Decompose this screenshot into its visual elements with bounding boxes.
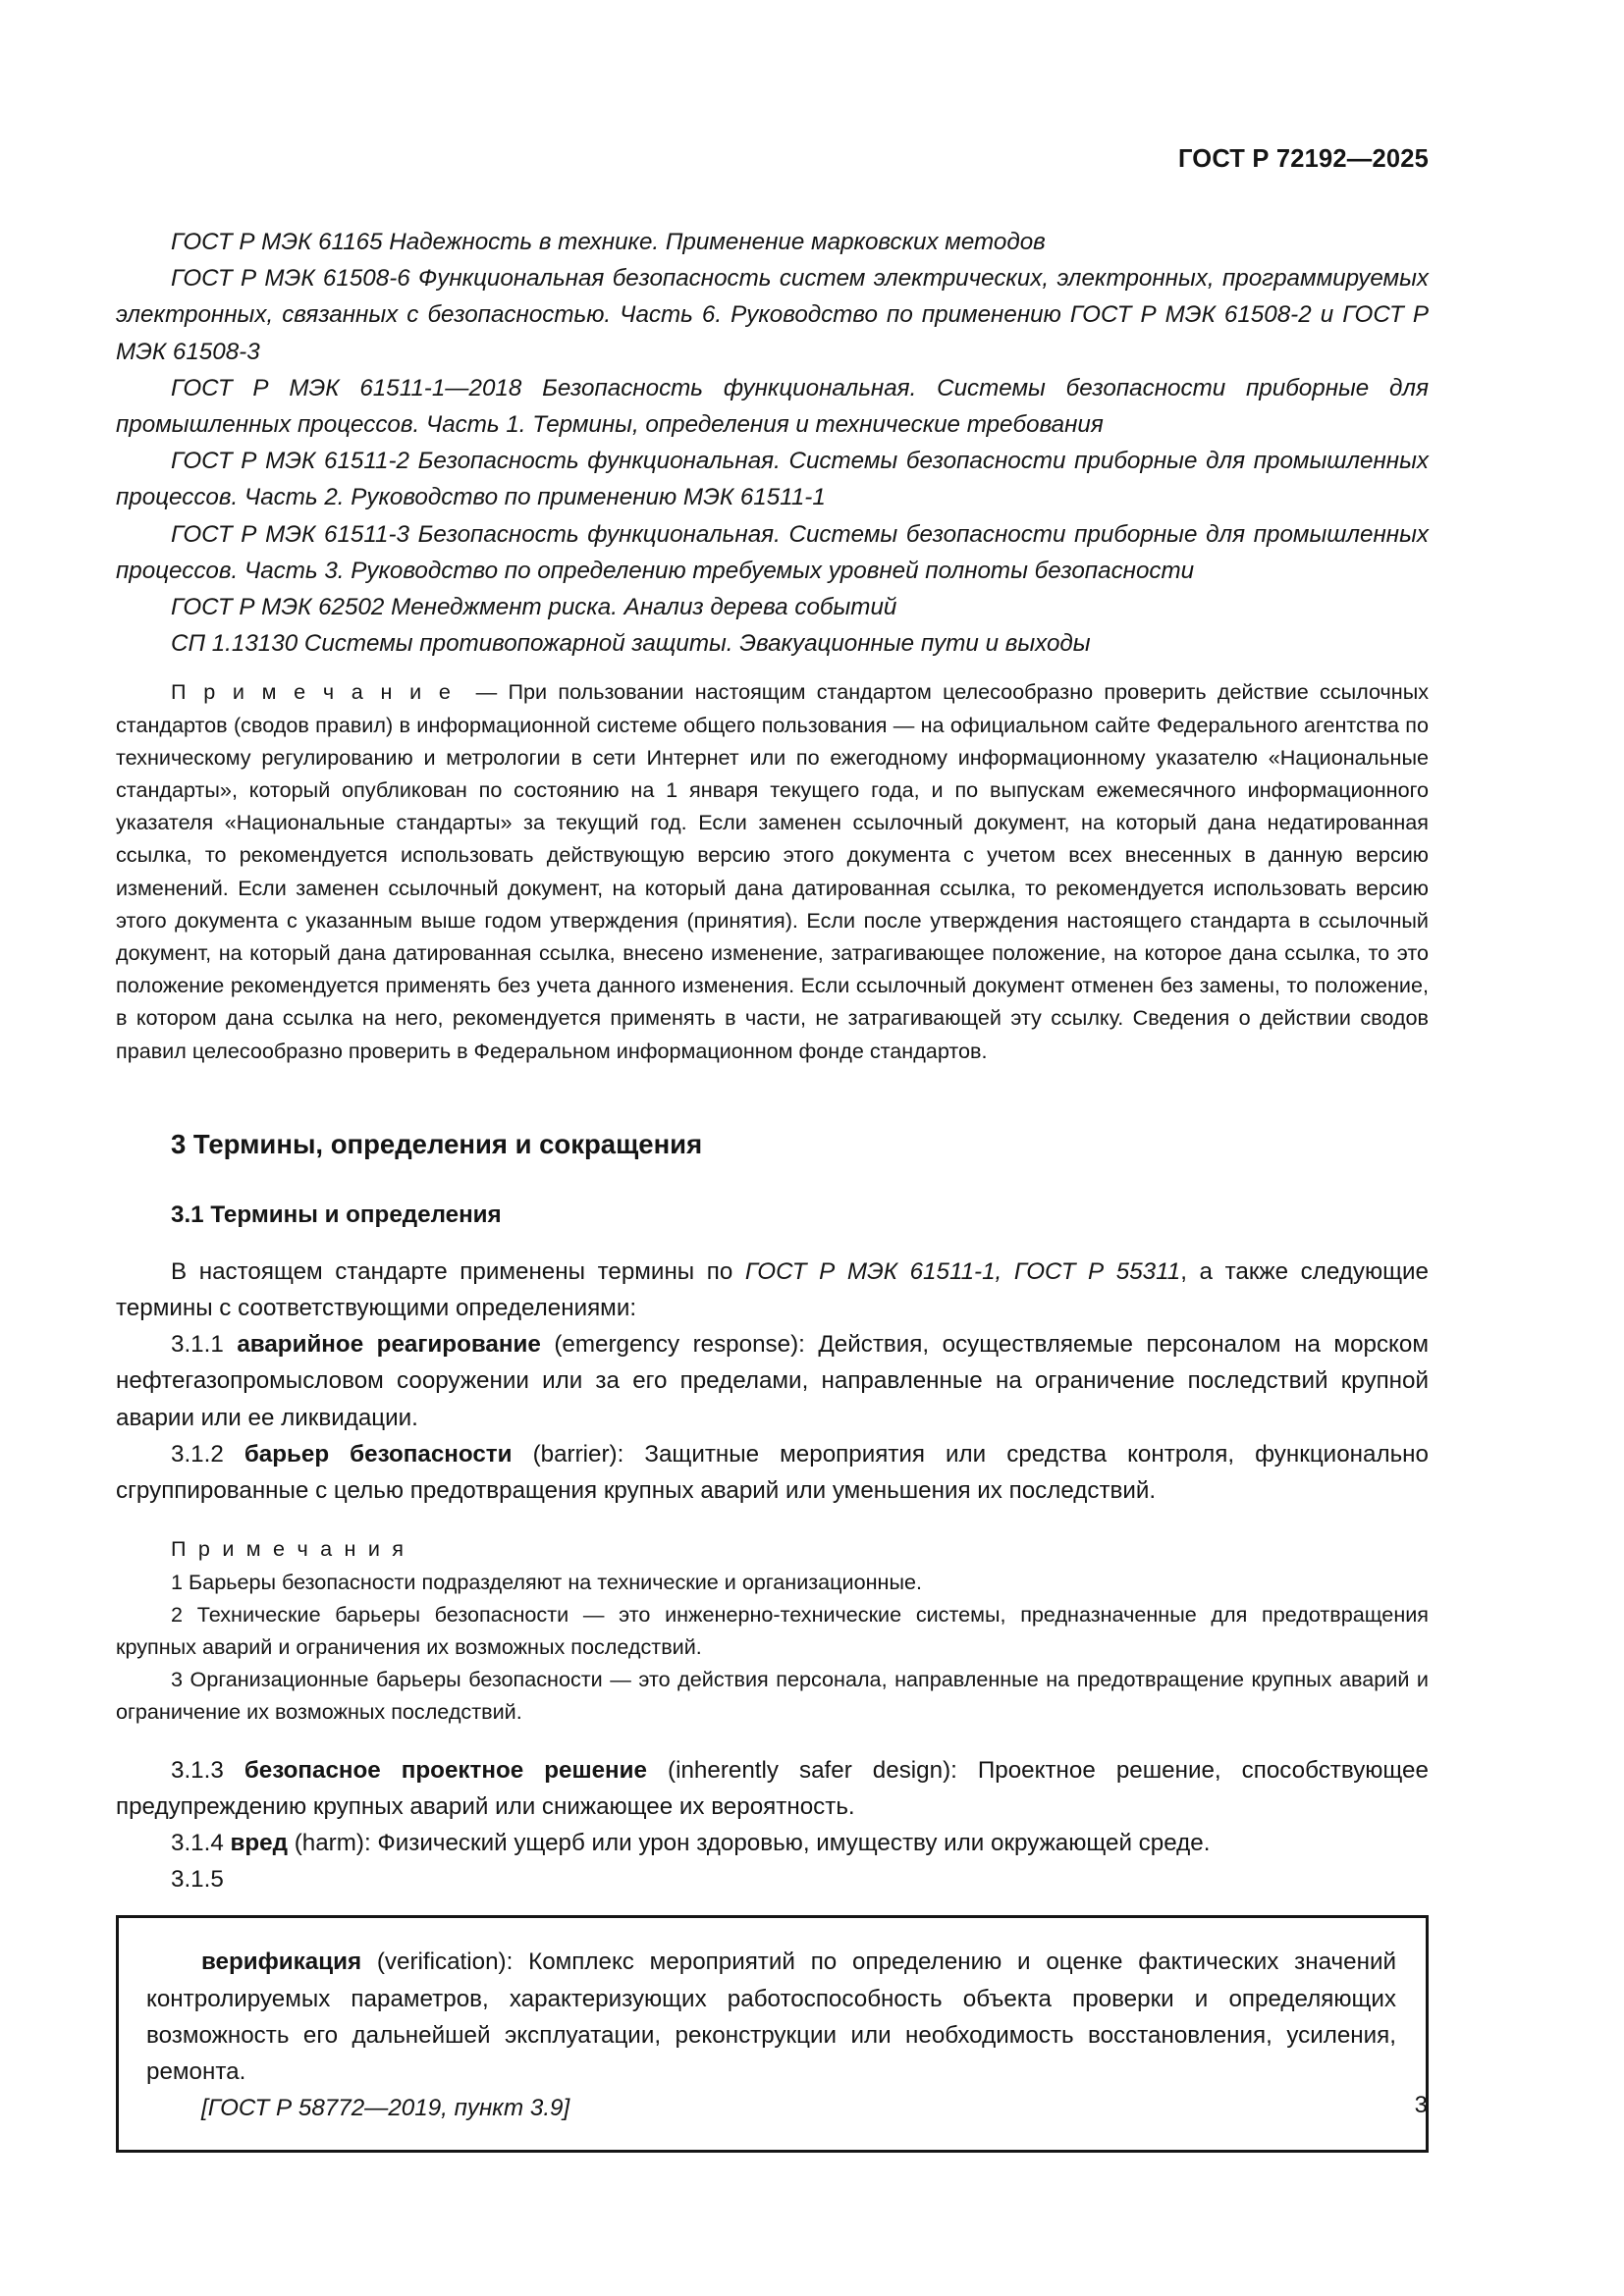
- barrier-note-item: 1 Барьеры безопасности подразделяют на технические и организационные.: [171, 1569, 923, 1594]
- term-english: (barrier): [532, 1440, 618, 1468]
- term-name: безопасное проектное решение: [244, 1756, 647, 1784]
- barrier-notes-block: [116, 1532, 1429, 1728]
- reference-item: ГОСТ Р МЭК 61165 Надежность в технике. Применение марковских методов: [171, 229, 1046, 255]
- text-column: [116, 224, 1429, 2153]
- reference-item: ГОСТ Р МЭК 61511-3 Безопасность функциональная. Системы безопасности приборные для промышленных процессов. Часть 3. Руководство по определению требуемых уровней полноты безопасности: [116, 520, 1429, 584]
- barrier-note-item: 2 Технические барьеры безопасности — это инженерно-технические системы, предназначенные для предотвращения крупных аварий и ограничения их возможных последствий.: [116, 1601, 1429, 1659]
- term-entry-3-1-4: [116, 1825, 1429, 1861]
- terms-intro-before: В настоящем стандарте применены термины по: [171, 1257, 745, 1285]
- section-heading-3: 3 Термины, определения и сокращения: [171, 1128, 703, 1159]
- boxed-definition: [116, 1915, 1429, 2153]
- term-definition: : Проектное решение, способствующее предупреждению крупных аварий или снижающее их вероятность.: [116, 1756, 1429, 1820]
- subsection-heading-3-1: 3.1 Термины и определения: [171, 1201, 502, 1228]
- terms-intro-paragraph: [116, 1254, 1429, 1326]
- barrier-note-item: 3 Организационные барьеры безопасности — это действия персонала, направленные на предотвращение крупных аварий и ограничение их возможных последствий.: [116, 1667, 1429, 1725]
- term-number: 3.1.1: [171, 1331, 224, 1359]
- reference-item: ГОСТ Р МЭК 62502 Менеджмент риска. Анализ дерева событий: [171, 594, 897, 621]
- reference-item: ГОСТ Р МЭК 61511-2 Безопасность функциональная. Системы безопасности приборные для промышленных процессов. Часть 2. Руководство по применению МЭК 61511-1: [116, 448, 1429, 511]
- running-header-standard-number: ГОСТ Р 72192—2025: [1177, 145, 1429, 173]
- term-definition: : Защитные мероприятия или средства контроля, функционально сгруппированные с целью предотвращения крупных аварий или уменьшения их последствий.: [116, 1440, 1429, 1505]
- term-definition: : Физический ущерб или урон здоровью, имуществу или окружающей среде.: [363, 1829, 1211, 1856]
- reference-item: СП 1.13130 Системы противопожарной защиты. Эвакуационные пути и выходы: [171, 630, 1091, 658]
- reference-note-text: При пользовании настоящим стандартом целесообразно проверить действие ссылочных стандартов (сводов правил) в информационной системе общего пользования — на официальном сайте Федерального агентства по техническому регулированию и метрологии в сети Интернет или по ежегодному информационному указателю «Национальные стандарты», который опубликован по состоянию на 1 января текущего года, и по выпускам ежемесячного информационного указателя «Национальные стандарты» за текущий год. Если заменен ссылочный документ, на который дана недатированная ссылка, то рекомендуется использовать действующую версию этого документа с учетом всех внесенных в данную версию изменений. Если заменен ссылочный документ, на который дана датированная ссылка, то рекомендуется использовать версию этого документа с указанным выше годом утверждения (принятия). Если после утверждения настоящего стандарта в ссылочный документ, на который дана датированная ссылка, внесено изменение, затрагивающее положение, на которое дана ссылка, то это положение рекомендуется применять без учета данного изменения. Если ссылочный документ отменен без замены, то положение, в котором дана ссылка на него, рекомендуется применять в части, не затрагивающей эту ссылку. Сведения о действии сводов правил целесообразно проверить в Федеральном информационном фонде стандартов.: [116, 679, 1430, 1063]
- term-name: аварийное реагирование: [237, 1331, 541, 1359]
- term-entry-3-1-2: [116, 1436, 1429, 1509]
- spacer: [116, 662, 1429, 675]
- normative-references-list: [116, 224, 1429, 662]
- term-entry-3-1-3: [116, 1752, 1429, 1825]
- boxed-definition-text: [146, 1944, 1396, 2090]
- spacer: [116, 1729, 1429, 1752]
- term-english: (inherently safer design): [668, 1756, 951, 1784]
- term-english: (emergency response): [554, 1331, 799, 1359]
- term-number: 3.1.5: [171, 1866, 224, 1894]
- term-name: вред: [230, 1829, 288, 1856]
- term-entry-3-1-1: [116, 1326, 1429, 1436]
- spacer: [116, 1161, 1429, 1201]
- boxed-definition-source: [ГОСТ Р 58772—2019, пункт 3.9]: [201, 2095, 570, 2122]
- spacer: [116, 1509, 1429, 1532]
- boxed-definition-english: (verification): [376, 1949, 507, 1976]
- reference-note: [116, 675, 1429, 1066]
- reference-note-label: П р и м е ч а н и е: [171, 679, 455, 705]
- term-number: 3.1.4: [171, 1829, 224, 1856]
- spacer: [116, 1067, 1429, 1128]
- term-definition: : Действия, осуществляемые персоналом на морском нефтегазопромысловом сооружении или за его пределами, направленные на ограничение последствий крупной аварии или ее ликвидации.: [116, 1331, 1429, 1431]
- reference-item: ГОСТ Р МЭК 61511-1—2018 Безопасность функциональная. Системы безопасности приборные для промышленных процессов. Часть 1. Термины, определения и технические требования: [116, 374, 1429, 439]
- term-entry-3-1-5: [116, 1861, 1429, 1897]
- page-number: 3: [1414, 2092, 1428, 2118]
- barrier-notes-label: П р и м е ч а н и я: [171, 1536, 407, 1562]
- reference-note-dash: —: [475, 679, 498, 705]
- term-number: 3.1.3: [171, 1756, 224, 1784]
- term-name: барьер безопасности: [244, 1440, 513, 1468]
- term-number: 3.1.2: [171, 1440, 224, 1468]
- boxed-definition-definition: : Комплекс мероприятий по определению и оценке фактических значений контролируемых параметров, характеризующих работоспособность объекта проверки и определяющих возможность его дальнейшей эксплуатации, реконструкции или необходимость восстановления, усиления, ремонта.: [146, 1949, 1396, 2085]
- spacer: [116, 1230, 1429, 1254]
- boxed-definition-term: верификация: [201, 1949, 362, 1976]
- term-english: (harm): [294, 1829, 364, 1856]
- terms-intro-after: , а также следующие термины с соответствующими определениями:: [116, 1257, 1429, 1322]
- terms-intro-references: ГОСТ Р МЭК 61511-1, ГОСТ Р 55311: [744, 1257, 1181, 1285]
- reference-item: ГОСТ Р МЭК 61508-6 Функциональная безопасность систем электрических, электронных, программируемых электронных, связанных с безопасностью. Часть 6. Руководство по применению ГОСТ Р МЭК 61508-2 и ГОСТ Р МЭК 61508-3: [116, 265, 1429, 365]
